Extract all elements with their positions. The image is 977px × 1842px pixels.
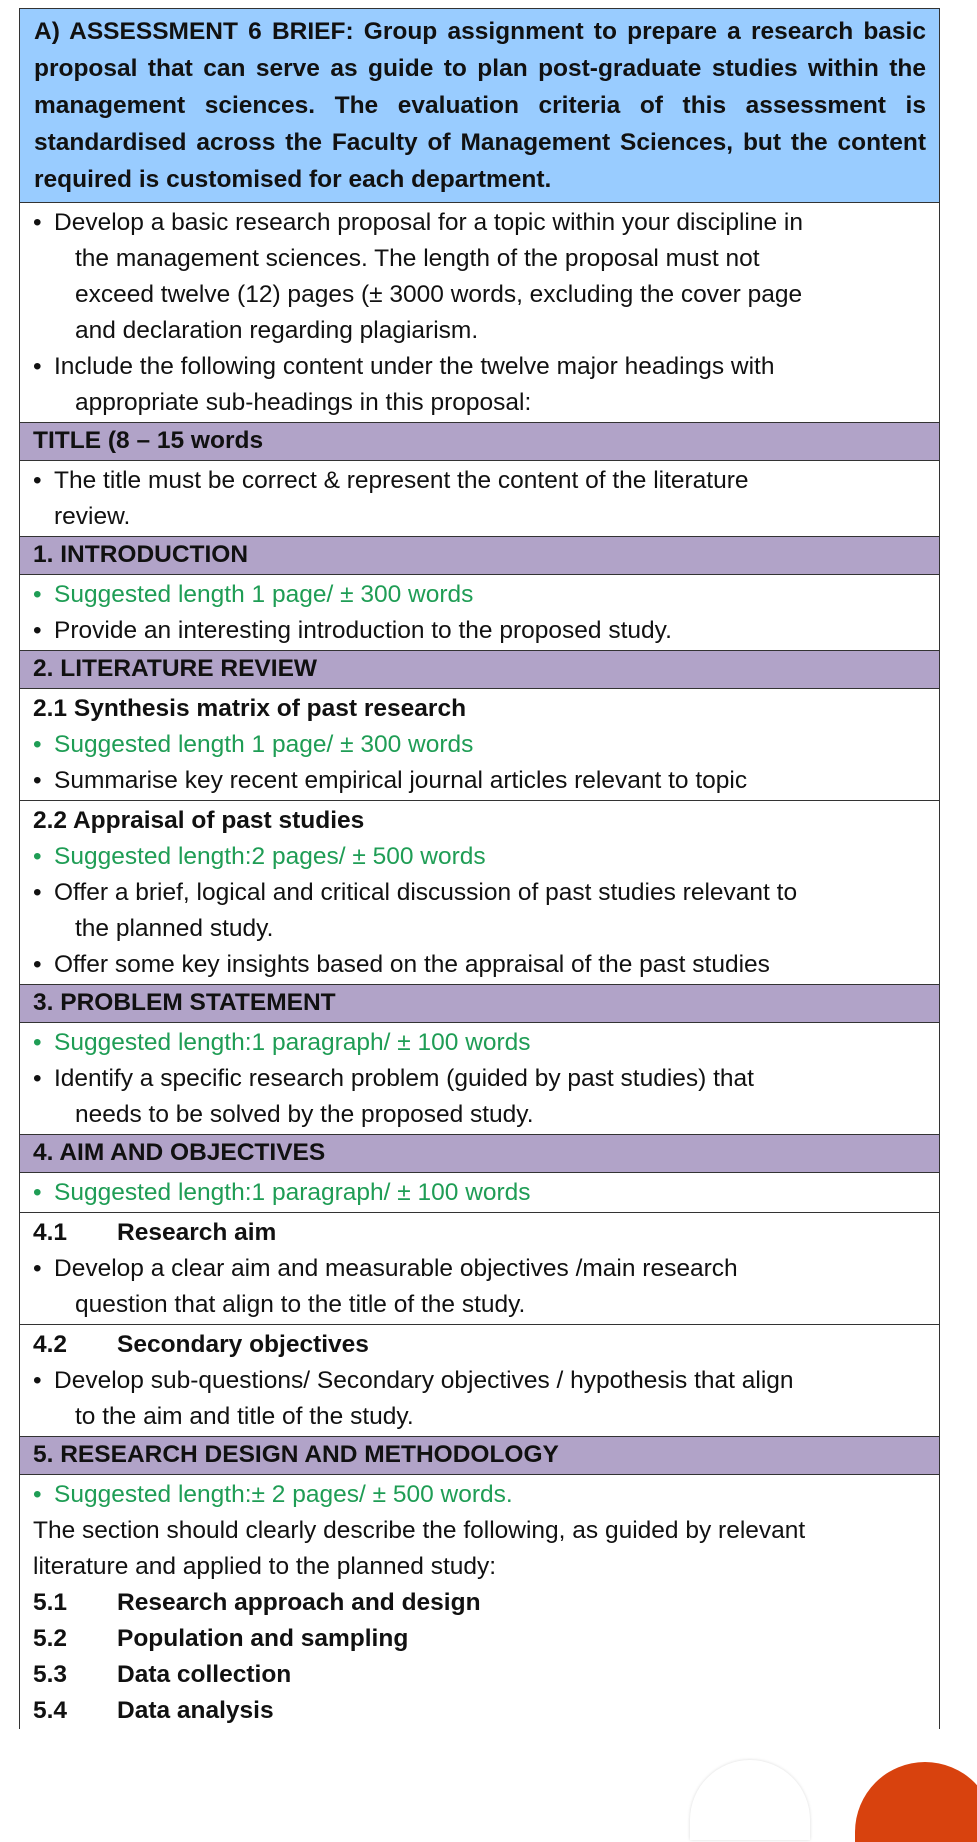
list-item: • Provide an interesting introduction to the proposed study.	[33, 617, 672, 644]
list-item-continuation: the management sciences. The length of the proposal must not	[75, 245, 760, 272]
list-item-continuation: review.	[54, 503, 131, 530]
design-item: 5.1 Research approach and design	[33, 1589, 481, 1616]
section-heading-introduction: 1. INTRODUCTION	[20, 537, 939, 575]
list-item: • Develop a basic research proposal for a topic within your discipline in	[33, 209, 803, 236]
title-block	[20, 461, 939, 537]
section-heading-research-design: 5. RESEARCH DESIGN AND METHODOLOGY	[20, 1437, 939, 1475]
design-item: 5.4 Data analysis	[33, 1697, 274, 1724]
list-item: • The title must be correct & represent the content of the literature	[33, 467, 749, 494]
suggested-length: • Suggested length:1 paragraph/ ± 100 words	[33, 1029, 531, 1056]
design-item: 5.2 Population and sampling	[33, 1625, 409, 1652]
list-item-continuation: needs to be solved by the proposed study.	[75, 1101, 534, 1128]
problem-block	[20, 1023, 939, 1135]
literature-synthesis-block	[20, 689, 939, 801]
section-heading-problem-statement: 3. PROBLEM STATEMENT	[20, 985, 939, 1023]
introduction-block	[20, 575, 939, 651]
literature-appraisal-block	[20, 801, 939, 985]
design-block	[20, 1475, 939, 1729]
list-item-continuation: the planned study.	[75, 915, 274, 942]
list-item: • Include the following content under the twelve major headings with	[33, 353, 775, 380]
suggested-length: • Suggested length:2 pages/ ± 500 words	[33, 843, 486, 870]
list-item: • Offer some key insights based on the appraisal of the past studies	[33, 951, 770, 978]
list-item: • Identify a specific research problem (guided by past studies) that	[33, 1065, 754, 1092]
list-item: • Summarise key recent empirical journal articles relevant to topic	[33, 767, 748, 794]
design-paragraph-line: literature and applied to the planned study:	[33, 1553, 497, 1580]
secondary-objectives-block	[20, 1325, 939, 1437]
list-item-continuation: appropriate sub-headings in this proposal:	[75, 389, 532, 416]
list-item-continuation: and declaration regarding plagiarism.	[75, 317, 479, 344]
suggested-length: • Suggested length 1 page/ ± 300 words	[33, 581, 474, 608]
list-item: • Develop a clear aim and measurable objectives /main research	[33, 1255, 738, 1282]
design-item: 5.3 Data collection	[33, 1661, 292, 1688]
assessment-brief-document	[19, 8, 940, 1729]
assessment-header: A) ASSESSMENT 6 BRIEF: Group assignment to prepare a research basic proposal that can serve as guide to plan post-graduate studies within the management sciences. The evaluation criteria of this assessment is standardised across the Faculty of Management Sciences, but the content required is customised for each department.	[20, 9, 939, 203]
list-item: • Offer a brief, logical and critical discussion of past studies relevant to	[33, 879, 798, 906]
subsection-title: 4.2 Secondary objectives	[33, 1331, 369, 1358]
intro-block	[20, 203, 939, 423]
subsection-title: 4.1 Research aim	[33, 1219, 277, 1246]
floating-button-orange[interactable]	[855, 1762, 977, 1842]
list-item-continuation: to the aim and title of the study.	[75, 1403, 414, 1430]
subsection-title: 2.1 Synthesis matrix of past research	[33, 695, 467, 722]
list-item-continuation: exceed twelve (12) pages (± 3000 words, excluding the cover page	[75, 281, 803, 308]
floating-button-white[interactable]	[690, 1760, 810, 1840]
research-aim-block	[20, 1213, 939, 1325]
list-item: • Develop sub-questions/ Secondary objectives / hypothesis that align	[33, 1367, 794, 1394]
aims-length-block	[20, 1173, 939, 1213]
suggested-length: • Suggested length:1 paragraph/ ± 100 words	[33, 1179, 531, 1206]
subsection-title: 2.2 Appraisal of past studies	[33, 807, 365, 834]
list-item-continuation: question that align to the title of the study.	[75, 1291, 526, 1318]
section-heading-title: TITLE (8 – 15 words	[20, 423, 939, 461]
suggested-length: • Suggested length 1 page/ ± 300 words	[33, 731, 474, 758]
design-paragraph-line: The section should clearly describe the following, as guided by relevant	[33, 1517, 806, 1544]
section-heading-aim-objectives: 4. AIM AND OBJECTIVES	[20, 1135, 939, 1173]
section-heading-literature-review: 2. LITERATURE REVIEW	[20, 651, 939, 689]
suggested-length: • Suggested length:± 2 pages/ ± 500 words.	[33, 1481, 513, 1508]
